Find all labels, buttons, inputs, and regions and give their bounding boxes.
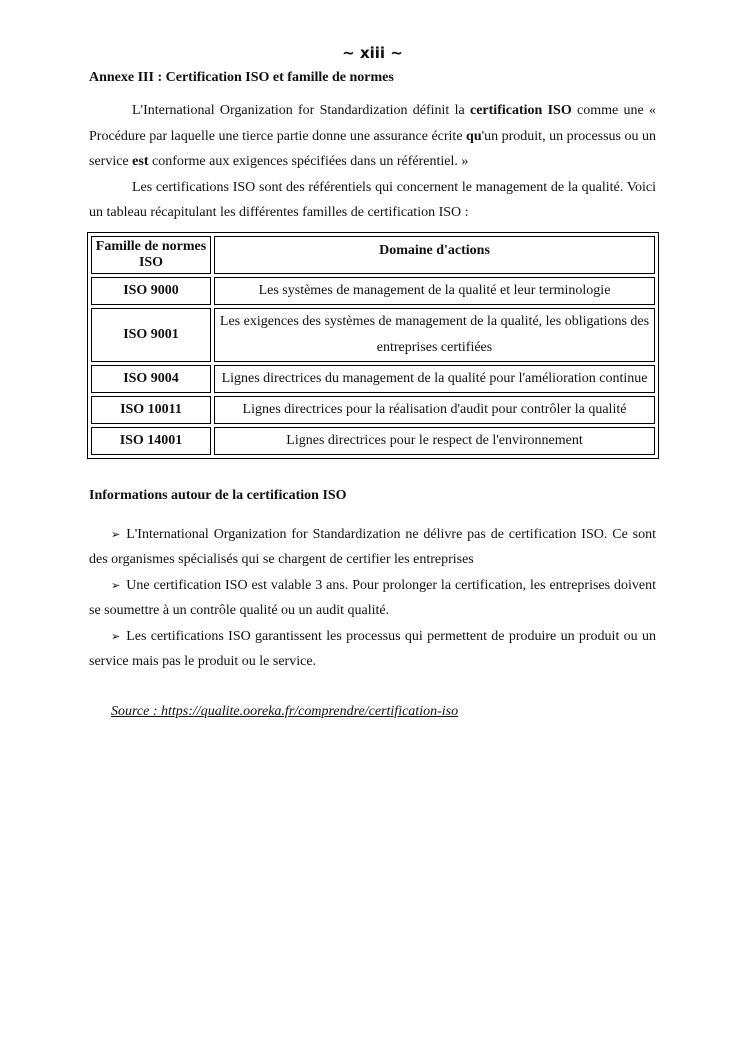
row-code: ISO 14001 [91,427,211,455]
table-row [91,427,655,455]
intro-text-3: 'un produit, un processus ou un service [89,128,657,169]
intro-bold-est: est [132,154,149,169]
table-header-row [91,236,655,274]
page-content [89,68,656,722]
arrow-bullet-icon: ➢ [111,578,121,592]
table-row [91,396,655,424]
row-code: ISO 9000 [91,277,211,305]
list-item [89,573,656,624]
table-row [91,277,655,305]
source-link[interactable]: Source : https://qualite.ooreka.fr/comprendre/certification-iso [111,703,459,719]
intro-paragraph-1 [89,98,656,175]
list-item [89,522,656,573]
header-family: Famille de normes ISO [91,236,211,274]
row-code: ISO 9001 [91,308,211,362]
intro-bold-qu: qu [466,128,482,144]
row-action: Lignes directrices pour le respect de l'environnement [214,427,655,455]
intro-paragraph-2: Les certifications ISO sont des référentiels qui concernent le management de la qualité. Voici un tableau récapitulant les différentes familles de certification ISO : [89,179,656,220]
info-bullet-list [89,522,656,675]
row-action: Les systèmes de management de la qualité et leur terminologie [214,277,655,305]
table-row [91,308,655,362]
annex-title: Annexe III : Certification ISO et famille de normes [89,70,394,85]
intro-text-1: L'International Organization for Standardization définit la [132,103,470,118]
bullet-text: Les certifications ISO garantissent les processus qui permettent de produire un produit ou un service mais pas le produit ou le service. [89,628,656,669]
arrow-bullet-icon: ➢ [111,527,121,541]
intro-text-2: comme une « Procédure par laquelle une tierce partie donne une assurance écrite [89,103,657,144]
table-row [91,365,655,393]
intro-bold-certification: certification ISO [470,103,572,118]
row-code: ISO 10011 [91,396,211,424]
info-title: Informations autour de la certification ISO [89,487,347,503]
row-action: Les exigences des systèmes de management de la qualité, les obligations des entreprises certifiées [214,308,655,362]
arrow-bullet-icon: ➢ [111,629,121,643]
row-code: ISO 9004 [91,365,211,393]
list-item [89,624,656,675]
row-action: Lignes directrices du management de la qualité pour l'amélioration continue [214,365,655,393]
header-domain: Domaine d'actions [214,236,655,274]
bullet-text: L'International Organization for Standardization ne délivre pas de certification ISO. Ce sont des organismes spécialisés qui se chargent de certifier les entreprises [89,526,656,567]
row-action: Lignes directrices pour la réalisation d'audit pour contrôler la qualité [214,396,655,424]
intro-text-4: conforme aux exigences spécifiées dans un référentiel. » [148,154,469,169]
page-number: ~ xiii ~ [342,44,403,62]
bullet-text: Une certification ISO est valable 3 ans. Pour prolonger la certification, les entreprises doivent se soumettre à un contrôle qualité ou un audit qualité. [89,577,656,618]
iso-families-table [87,232,659,459]
